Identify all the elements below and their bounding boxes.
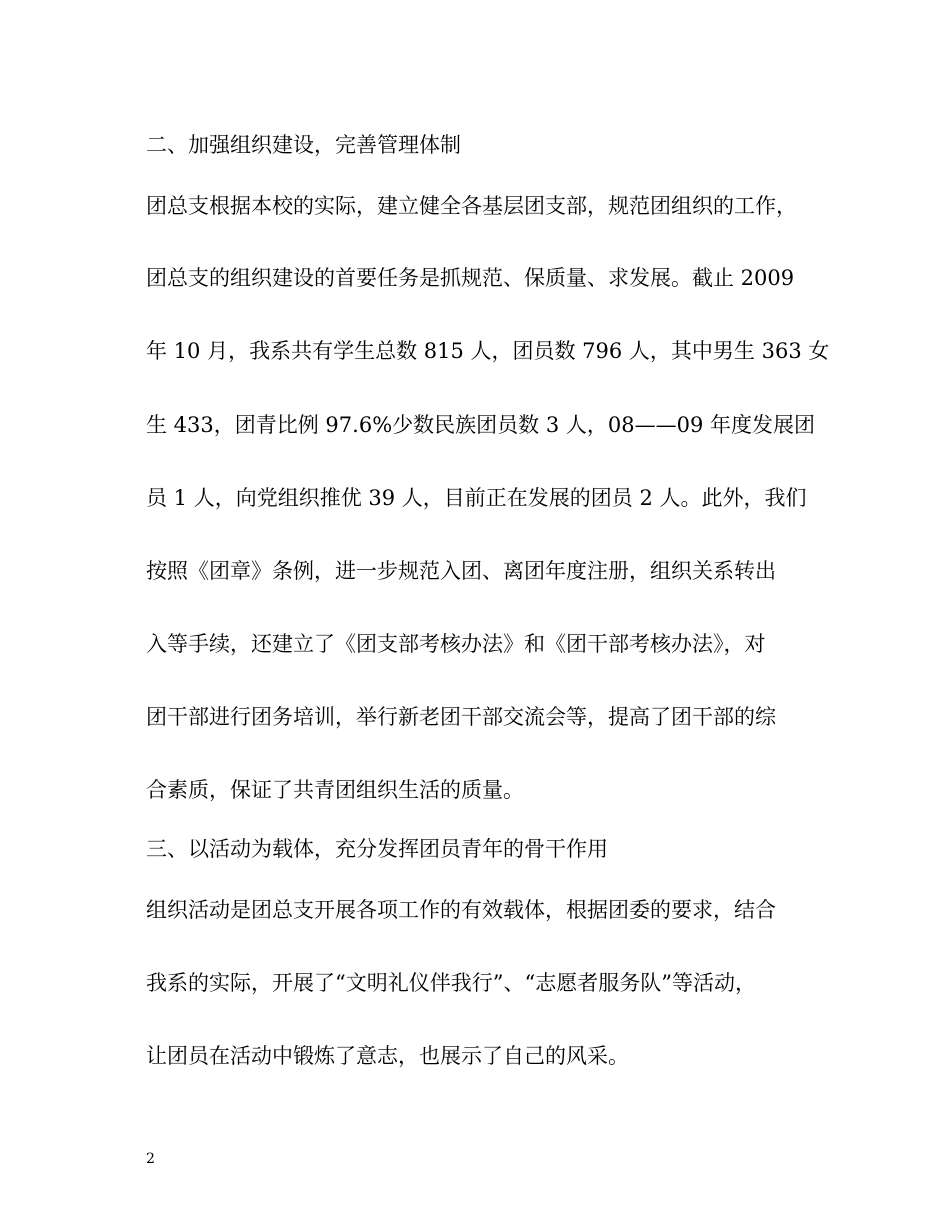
- section-heading-2: 二、加强组织建设，完善管理体制: [146, 133, 461, 157]
- paragraph-line: 合素质，保证了共青团组织生活的质量。: [146, 778, 524, 802]
- section-heading-3: 三、以活动为载体，充分发挥团员青年的骨干作用: [146, 837, 608, 861]
- paragraph-line: 我系的实际，开展了“文明礼仪伴我行”、“志愿者服务队”等活动，: [146, 971, 756, 995]
- paragraph-line: 年 10 月，我系共有学生总数 815 人，团员数 796 人，其中男生 363 女: [146, 339, 830, 363]
- paragraph-line: 入等手续，还建立了《团支部考核办法》和《团干部考核办法》，对: [146, 632, 766, 656]
- paragraph-line: 生 433，团青比例 97.6%少数民族团员数 3 人，08——09 年度发展团: [146, 413, 815, 437]
- paragraph-line: 员 1 人，向党组织推优 39 人，目前正在发展的团员 2 人。此外，我们: [146, 486, 807, 510]
- paragraph-line: 团干部进行团务培训，举行新老团干部交流会等，提高了团干部的综: [146, 705, 776, 729]
- paragraph-line: 团总支的组织建设的首要任务是抓规范、保质量、求发展。截止 2009: [146, 266, 795, 290]
- paragraph-line: 按照《团章》条例，进一步规范入团、离团年度注册，组织关系转出: [146, 559, 776, 583]
- paragraph-line: 组织活动是团总支开展各项工作的有效载体，根据团委的要求，结合: [146, 898, 776, 922]
- paragraph-line: 团总支根据本校的实际，建立健全各基层团支部，规范团组织的工作，: [146, 194, 797, 218]
- page-number: 2: [146, 1151, 155, 1167]
- paragraph-line: 让团员在活动中锻炼了意志，也展示了自己的风采。: [146, 1044, 629, 1068]
